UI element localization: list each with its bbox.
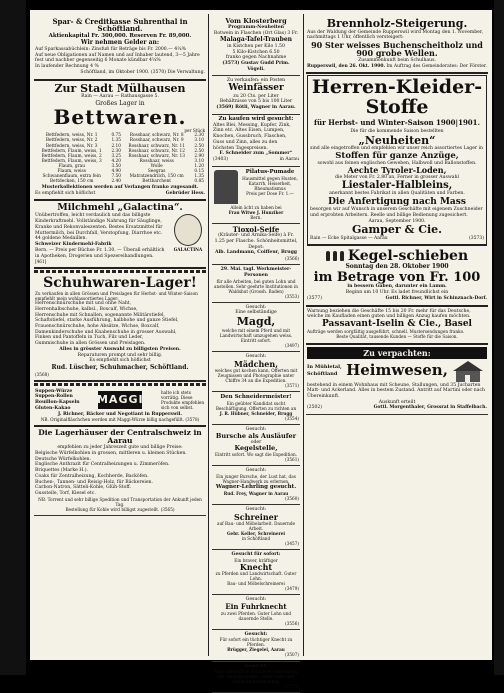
ad-code: (3554): [213, 416, 299, 421]
ad-line: Belgische Würfelkohlen in grossen, mittleren u. kleinen Stücken.: [35, 451, 205, 457]
price-cell: Rosshaar, schwarz, Nr. 12: [122, 149, 191, 154]
ad-sign: Gottl. Morgenthaler, Grossrat in Staffelbach.: [374, 405, 487, 411]
ad-tioxol: [212, 224, 300, 265]
ad-klosterberg: [212, 16, 300, 76]
ad-text: welche mit einem Pferd und mit Landwirtschaft umzugehen weiss. Eintritt sofort.: [213, 328, 299, 343]
ad-line: Carbon-Natron, Sätteli-Kohle, Glüh-Stoff.: [35, 485, 205, 491]
maggi-logo: MAGGI: [98, 391, 142, 409]
ad-kaufen: [212, 115, 300, 167]
price-cell: Rosshaar, schwarz, Nr. 11: [122, 144, 191, 149]
ad-text: (Kräuter- und Arnika-Seife) à Fr. 1.25 per Flasche. Schönheitsmittel, Depot:: [213, 233, 299, 250]
ad-line: 5 Kilo-Kistchen 6.50: [213, 50, 299, 56]
ad-code: (3561): [213, 457, 299, 462]
ad-head: Gesucht:: [213, 468, 299, 474]
ad-title: Bursche als Ausläufer: [213, 433, 299, 440]
price-cell: 2.50: [191, 149, 205, 154]
ad-line: Frauenschnürschuhe, hohe Absätze, Wichse, Boxcalf,: [35, 324, 205, 330]
ad-line: Buchen-, Tannen- und Reisig-Holz, für Bäckereien.: [35, 480, 205, 486]
ad-firm: Gamper & Cie.: [310, 224, 484, 236]
ad-note: NB. Torrent und sehr billige Spedition und Transportation der Ankunft jeden Tag.: [35, 497, 205, 507]
ad-herren-kleider: [307, 75, 487, 245]
ad-title: Mädchen,: [213, 360, 299, 368]
price-cell: 2.50: [191, 144, 205, 149]
ad-knechte: [212, 630, 300, 662]
ad-sparkasse: [34, 16, 206, 81]
ad-code: (3553): [213, 294, 299, 299]
ad-tyrol: Aechte Tyroler-Loden,: [310, 166, 484, 174]
ad-big: 90 Ster weisses Buchenscheitholz und 900 grobe Wellen.: [307, 41, 487, 58]
ad-note: Alles in grösster Auswahl zu billigsten Preisen.: [35, 347, 205, 353]
ad-text: sowohl aus feinen englischen Geweben, Halbwoll und Ballonstoffen.: [310, 161, 484, 167]
price-cell: Schwanenflaum, extra fein: [35, 174, 108, 179]
ad-code: (3572): [213, 684, 299, 689]
price-cell: Bettdecken, 150 cm: [35, 179, 108, 184]
ad-head: Gesucht:: [213, 305, 299, 311]
ad-line: Behältnisse von 5 bis 100 Liter: [213, 99, 299, 105]
ad-name: Brügger, Ziegelei, Aarau: [213, 647, 299, 652]
ad-note: Zusammenkunft beim Schulhaus.: [307, 58, 487, 64]
ad-sign: Rud. Lüscher, Schuhmacher, Schöftland.: [35, 364, 205, 372]
price-cell: 2.30: [108, 149, 122, 154]
price-cell: 3.25: [108, 154, 122, 159]
price-cell: 0.85: [191, 179, 205, 184]
price-cell: 0.75: [108, 133, 122, 138]
ad-lagerhaeuser: [34, 427, 206, 515]
price-cell: 1.20: [191, 164, 205, 169]
ad-line: franko gegen Nachnahme: [213, 55, 299, 61]
ad-line: Englische Anthrazit für Centralheizungen u. Zimmeröfen.: [35, 462, 205, 468]
price-cell: 1.35: [108, 138, 122, 143]
ad-rec: Es empfiehlt sich höflichst: [35, 191, 95, 197]
ad-line: Herrenhalbschuhe, kalbsl., Boxcalf, Wichse,: [35, 307, 205, 313]
ad-text: Aufträge werden sorgfältig ausgeführt, schnell. Mustersendungen franko.: [307, 329, 487, 334]
ad-lines: [35, 451, 205, 497]
ad-name: F. Schneider zum „Sommer“: [213, 151, 299, 157]
ad-title: Knecht: [213, 563, 299, 571]
ad-title: Gesucht:: [213, 632, 299, 638]
ad-capital: Aktienkapital Fr. 300,000. Reserven Fr. 89,000.: [35, 33, 205, 40]
ad-line: Gummischuhe in allen Grössen und Preislagen.: [35, 341, 205, 347]
ad-code: (3507): [213, 652, 299, 657]
ad-text: Eine ordentliche Person zur Besorgung der Hausgeschäfte. Guter Lohn und familiäre Behandlung.: [213, 669, 299, 684]
ad-line: Deutsche Würfelkohlen.: [35, 457, 205, 463]
ad-title: Weinfässer: [213, 84, 299, 93]
ad-lines: [35, 301, 205, 347]
ad-date: Sonntag den 28. Oktober 1900: [307, 263, 487, 271]
price-cell: Bettbarchent: [122, 179, 191, 184]
price-row: [35, 138, 205, 143]
ad-brennholz: [306, 16, 488, 74]
ad-name: Rud. Frey, Wagner in Aarau: [213, 491, 299, 496]
ad-line: Bern.: [213, 215, 299, 220]
ad-text: Ein braver, kräftiger: [213, 558, 299, 563]
price-cell: 3.10: [191, 159, 205, 164]
ad-stoffe: Stoffen für ganze Anzüge,: [310, 152, 484, 161]
ad-line: Finken und Pantoffeln in Tuch, Filz und Leder,: [35, 335, 205, 341]
ad-code: (3479): [213, 586, 299, 591]
ad-note: Reparaturen prompt und sehr billig.: [35, 353, 205, 359]
column-rule: [303, 14, 304, 656]
price-cell: Bettfedern, weiss, Nr. 3: [35, 144, 108, 149]
price-cell: 2.40: [108, 179, 122, 184]
ad-code: (3556): [213, 621, 299, 626]
ad-head: Gesucht:: [213, 597, 299, 603]
price-cell: Wolle: [122, 164, 191, 169]
ad-bursche: [212, 425, 300, 466]
price-cell: Bettfedern, weiss, Nr. 1: [35, 133, 108, 138]
ad-name: Gebr. Keller, Schreinerei: [213, 531, 299, 536]
ad-value: im Betrage von Fr. 100: [307, 271, 487, 285]
ad-maker: Schweizer Kindermehl-Fabrik: [35, 242, 168, 248]
ad-title: Brennholz-Steigerung.: [307, 18, 487, 30]
ad-sub: empfehlen zu jeder Jahreszeit gute und billige Preise:: [35, 445, 205, 451]
column-1: [34, 16, 206, 654]
ad-text: die Meter von Fr. 2.80 an, Ferner in grosser Auswahl: [310, 175, 484, 181]
ad-line: in Kistchen per Kilo 1.50: [213, 44, 299, 50]
ad-title: Gesucht:: [213, 664, 299, 670]
ad-line: (3569) Rötli, Wagner in Aarau.: [213, 105, 299, 111]
maggi-products: [35, 389, 80, 412]
ad-text: in bessern Gaben, darunter ein Lamm.: [307, 284, 487, 290]
ad-head: Zu verpachten:: [307, 347, 487, 359]
ad-name: J. R. Hübner, Schneider, Brugg: [213, 411, 299, 416]
ad-text: anerkannt bestes Fabrikat in allen Qualitäten und Farben.: [310, 191, 484, 197]
page-edge-right: [494, 0, 504, 675]
price-table: [35, 133, 205, 184]
ad-head: Zu verkaufen: ein Posten: [213, 78, 299, 84]
ad-line: Schöftland, im Oktober 1900. (3570) Die Verwaltung.: [35, 70, 205, 76]
ad-code: (3573): [469, 236, 484, 242]
ad-address: Rain — Aarau — Rathausgasse 5.: [35, 94, 205, 100]
ad-text: auf Bau- und Möbelarbeit. Dauernde Arbeit.: [213, 521, 299, 531]
ad-title: Kegel-schieben: [348, 249, 468, 264]
ad-line: Coaks für Zentralheizung, Kochherde, Backöfen.: [35, 474, 205, 480]
ad-head: Gesucht:: [213, 427, 299, 433]
kegel-pins-icon: [326, 251, 344, 261]
price-cell: Bettfedern, Flaum, weiss, 2: [35, 154, 108, 159]
price-row: [35, 154, 205, 159]
ad-line: In laufender Rechnung 4 %: [35, 64, 205, 70]
ad-text: Aus der Waldung der Gemeinde Rupperswil wird Montag den 1. November, nachmittags 1 Uhr, öffentlich versteigert:: [307, 30, 487, 41]
price-cell: Rosshaar, schwarz, Nr. 8: [122, 133, 191, 138]
ad-subtitle: Wir nehmen Gelder an:: [35, 39, 205, 47]
ad-heimwesen: [306, 345, 488, 416]
ad-date: Rupperswil, den 26. Okt. 1900.: [307, 64, 385, 70]
ad-line: Gussteile, Torf, Kiesel etc.: [35, 491, 205, 497]
ad-label: GALACTINA: [171, 247, 205, 252]
maggi-product: Suppen-Würze: [35, 389, 80, 395]
ornament-rule: [34, 270, 206, 273]
price-cell: Flaum, grau: [35, 164, 108, 169]
ad-headline: Bettwaren.: [35, 107, 205, 128]
ad-code: (3403): [213, 157, 228, 163]
ad-title: 29. Mai. tagl. Werkmeister-Personen: [213, 267, 299, 278]
ad-title: Ein Fuhrknecht: [213, 603, 299, 610]
ad-dealer: J. Richner, Bäcker und Negotiant in Rupperswil.: [35, 412, 205, 418]
ad-title: Spar- & Creditkasse Suhrenthal in Schöftland.: [35, 18, 205, 33]
price-cell: Matratzendrilch, 150 cm: [122, 174, 191, 179]
ad-intro: Die für die kommende Saison bestellten: [310, 129, 484, 135]
ad-line: Damenkinderschuhe und Knabenschuhe in grosser Auswahl,: [35, 330, 205, 336]
price-cell: Seegras: [122, 169, 191, 174]
ad-code: (3566): [213, 256, 299, 261]
ad-mass: Die Anfertigung nach Mass: [310, 198, 484, 207]
price-cell: 0.15: [191, 169, 205, 174]
ad-rec: Es empfiehlt sich höflichst: [35, 358, 205, 364]
ad-pilatus: [212, 167, 300, 224]
price-cell: 3.10: [191, 138, 205, 143]
price-row: [35, 179, 205, 184]
ad-text: Ein geübter Kandidat sucht Beschäftigung. Offerten zu richten an: [213, 401, 299, 411]
column-rule: [208, 14, 209, 656]
ad-season: für Herbst- und Winter-Saison 1900|1901.: [310, 119, 484, 128]
price-cell: 2.10: [108, 144, 122, 149]
column-3: [306, 16, 488, 654]
ad-text: zu Pferden und Landwirtschaft. Guter Lohn.: [213, 571, 299, 581]
maggi-right: halte ich stets vorrätig. Diese Produkte empfehlen sich von selbst.: [161, 390, 205, 410]
ad-text: welches gut kochen kann, Offerten mit Zeugnissen und Photographie unter Chiffre 34 an die Expedition.: [213, 368, 299, 383]
ad-note: Beginn um 10 Uhr. Es ladet freundlichst ein: [307, 290, 487, 296]
price-cell: Bettfedern, Flaum, weiss, 1: [35, 149, 108, 154]
maggi-product: Suppen-Rollen: [35, 394, 80, 400]
ad-place: Bern. — Preis per Büchse Fr. 1.30. — Überall erhältlich in Apotheken, Drogerien und Spezereihandlungen.: [35, 248, 168, 259]
ad-text: besorgen wir auf Wunsch in unserem Geschäfte mit eigenem Zuschneider und erprobten Arbeitern. Reelle und billige Bedienung zugesichert.: [310, 207, 484, 218]
ad-text: sind alle eingetroffen und empfehlen wir unser reich assortiertes Lager in: [310, 146, 484, 152]
ad-head: Gesucht:: [213, 507, 299, 513]
ad-line: Auf neue Obligationen auf Namen und auf Inhaber lautend, 3—5 Jahre fest und nachher gegenseitig 6 Monate kündbar 4¼%: [35, 53, 205, 64]
price-cell: 3.50: [108, 164, 122, 169]
ad-text: für alle Arbeiten, bei guten Lohn und anstellen. Sehr geehrte Institutionen in Waldshut (Grossh. Baden): [213, 279, 299, 294]
house-icon: [449, 359, 487, 383]
ad-text: zu zwei Pferden. Guter Lohn und dauernde Stelle.: [213, 611, 299, 621]
table-head: per Stück: [35, 128, 205, 133]
price-cell: Rosshaar, schwarz, Nr. 9: [122, 138, 191, 143]
ornament-rule: [34, 383, 206, 386]
ad-title: Gesucht für sofort:: [213, 552, 299, 558]
ad-loc: In Mühletal, Schöftland: [307, 364, 345, 377]
ad-weinfaesser: [212, 76, 300, 114]
ad-line: Frau Witwe J. Hunziker: [213, 210, 299, 215]
ad-title: Milchmehl „Galactina“.: [35, 203, 205, 213]
ad-sub: Eine selbständige: [213, 310, 299, 316]
price-cell: Bettfedern, weiss, Nr. 2: [35, 138, 108, 143]
ad-muelhausen: [34, 81, 206, 202]
ad-line: Briquettes (Marke H.).: [35, 468, 205, 474]
ad-title: Herren-Kleider-Stoffe: [310, 78, 484, 118]
ad-fuhrknecht: [212, 595, 300, 629]
price-cell: Flaum, weiss: [35, 169, 108, 174]
ad-schuhwaren: [34, 274, 206, 381]
ad-sub: Programm-Neuheiten: [213, 25, 299, 31]
price-row: [35, 149, 205, 154]
ad-line: Herrenschuhe mit Schnallen, sogenannte Militärstiefel,: [35, 313, 205, 319]
ad-title: Wagner-Lehrling gesucht.: [213, 484, 299, 491]
ad-code: (3457): [213, 541, 299, 546]
ad-code: (3577): [307, 296, 322, 302]
ad-galactina: [34, 201, 206, 269]
ad-dealer: Alb. Landmann, Coiffeur, Brugg: [213, 250, 299, 256]
ad-footer: Bestellung für Kohle wird billigst zugestellt. (3565): [35, 507, 205, 512]
ad-code: (3497): [213, 343, 299, 348]
ad-text: bestehend in einem Wohnhaus mit Scheune, Stallungen, und 35 Jucharten Matt- und Ackerland. Alles in bestem Zustand. Antritt auf Martini oder nach Übereinkunft.: [307, 383, 487, 400]
ad-maedchen: [212, 352, 300, 392]
ad-code: (3571): [213, 383, 299, 388]
ad-line: Allein ächt zu haben bei: [213, 205, 299, 210]
ad-place: in Aarau: [280, 157, 299, 163]
figure-illustration: [214, 170, 238, 204]
price-row: [35, 144, 205, 149]
ad-gesucht: [212, 662, 300, 693]
ad-footer: Beste Qualität, tausende Kunden — Stoffe für die Saison.: [307, 334, 487, 339]
ad-line: Rotwein in Flaschen (Ort Glas) 3 Fr.: [213, 31, 299, 37]
ad-note: Musterkollektionen werden auf Verlangen franko zugesandt.: [35, 185, 205, 191]
ad-line: Hausmittel gegen Husten, Katarrh, Heiserkeit, Rheumatismus: [241, 176, 299, 191]
ad-addr: Rain — Ecke Spitalgasse — Aarau: [310, 236, 388, 242]
ad-title: Die Lagerhäuser der Centralschweiz in Aarau: [35, 429, 205, 445]
ad-firm: Passavant-Iselin & Cie., Basel: [307, 320, 487, 329]
ad-text: [35, 213, 168, 259]
ad-code: (3560): [213, 496, 299, 501]
price-cell: 2.90: [191, 154, 205, 159]
price-cell: Rosshaar, schwarz, Nr. 13: [122, 154, 191, 159]
ad-code: (3568): [35, 372, 205, 377]
ad-place: Aarau, September 1900.: [310, 219, 484, 225]
price-cell: 1.35: [191, 174, 205, 179]
ad-line: Herrenschnürschuhe mit und ohne Naht,: [35, 301, 205, 307]
ad-line: (3573) Gustav Gudd Prim. Vögeli.: [213, 61, 299, 72]
ad-note: NB. Originalfläschchen werden mit Maggi-Würze billig nachgefüllt. (3578): [35, 417, 205, 422]
ad-text: Warnung beziehen die Geschäfte 15 bis 20 Fr. mehr für das Deutsche, welche im Kaufladen einen guten und billigen Anzug kaufen möchten.: [307, 309, 487, 320]
ad-text: Eintritt sofort. Wo sagt die Expedition.: [213, 452, 299, 457]
price-cell: 2.30: [191, 133, 205, 138]
ad-sub: oder: [213, 440, 299, 446]
ad-headline: Schuhwaren-Lager!: [35, 276, 205, 291]
ad-code: [461]: [35, 259, 205, 264]
ad-firm: Gebrüder Hess.: [166, 191, 205, 197]
maggi-product: Bouillon-Kapseln: [35, 400, 80, 406]
galactina-can-image: [174, 214, 202, 246]
ad-head: Gesucht:: [213, 354, 299, 360]
page-edge-left: [0, 0, 26, 675]
ad-title: Den Schneidermeister!: [213, 394, 299, 401]
price-cell: Rosshaar, weiss: [122, 159, 191, 164]
ad-body: Unübertroffen, leicht verdaulich und das billigste Kinderkraftmehl. Vollständige Nahrung für Säuglinge, Kranke und Rekonvaleszenten. Bestes Ersatzmittel für Muttermilch, bei Durchfall, Verstopfung, Diarrhoe etc. 44 goldene Medaillen.: [35, 213, 162, 241]
ad-intro: Zu verkaufen in allen Grössen und Preislagen für Herbst- und Winter-Saison empfiehlt mein wohlassortiertes Lager:: [35, 291, 205, 301]
ad-note: Auskunft erteilt: [307, 400, 487, 406]
ad-magd: [212, 303, 300, 352]
maggi-product: Gluten-Kakao: [35, 406, 80, 412]
ad-title: Vom Klosterberg: [213, 18, 299, 25]
ad-line: Malaga-Tafel-Trauben: [213, 36, 299, 44]
ad-title: Tioxol-Seife: [213, 226, 299, 233]
ad-code: (2502): [307, 405, 322, 411]
ad-sign: Im Auftrag des Gemeinderates: Der Förster.: [386, 64, 487, 70]
ad-title: Kegelstelle,: [213, 445, 299, 452]
ad-line: Schaftstiefel, starke Ausführung, halbhohe und ganze Stiefel,: [35, 318, 205, 324]
ad-line: zu 20 Cts. per Liter: [213, 94, 299, 100]
ad-title: Magd,: [213, 316, 299, 328]
ad-schreiner: [212, 505, 300, 550]
ad-place: in Schöftland: [213, 536, 299, 541]
ad-text: Für sofort ein tüchtiger Knecht zu Pferden.: [213, 637, 299, 647]
ad-sign: Gottl. Richner, Wirt in Schinznach-Dorf.: [386, 296, 487, 302]
ad-title: Pilatus-Pumade: [241, 169, 299, 176]
ad-name: Bau- und Möbelschreinerei: [213, 581, 299, 586]
ad-title: Zu kaufen wird gesucht:: [213, 117, 299, 123]
ad-passavant: [306, 307, 488, 345]
column-2: [212, 16, 300, 654]
price-cell: Bettfedern, Flaum, weiss, 3: [35, 159, 108, 164]
newspaper-page: [30, 10, 492, 660]
price-cell: 7.50: [108, 174, 122, 179]
ad-schneidermeister: [212, 392, 300, 425]
ad-maggi: [34, 387, 206, 428]
ad-werkmeister: [212, 265, 300, 303]
ad-neuheiten: „Neuheiten“: [310, 135, 484, 147]
ad-sub: Großes Lager in: [35, 100, 205, 108]
ad-knecht: [212, 550, 300, 595]
ad-lehrling: [212, 466, 300, 505]
ad-title: Heimwesen,: [346, 363, 448, 379]
ad-title: Zur Stadt Mülhausen: [35, 83, 205, 95]
price-cell: 4.20: [108, 159, 122, 164]
ad-line: Auf Sparkassabüchlein: Zinsfuß für Beträge bis Fr. 2000.— 4¼%: [35, 47, 205, 53]
ad-title: Schreiner: [213, 513, 299, 521]
price-cell: 4.90: [108, 169, 122, 174]
ad-liestaler: Liestaler-Halbleins,: [310, 181, 484, 192]
ad-text: Altes Blei, Messing, Kupfer, Zink, Zinn etc. Altes Eisen, Lumpen, Knochen, Gussbruch, Flaschen, Guss und Zinn, alles zu den höchsten Tagespreisen.: [213, 123, 299, 152]
ad-kegelschieben: [306, 247, 488, 307]
ad-text: Ein junger Bursche, der Lust hat, das Wagner-Handwerk zu erlernen.: [213, 474, 299, 484]
ad-line: Preis per Dose Fr. 1.—: [241, 191, 299, 196]
